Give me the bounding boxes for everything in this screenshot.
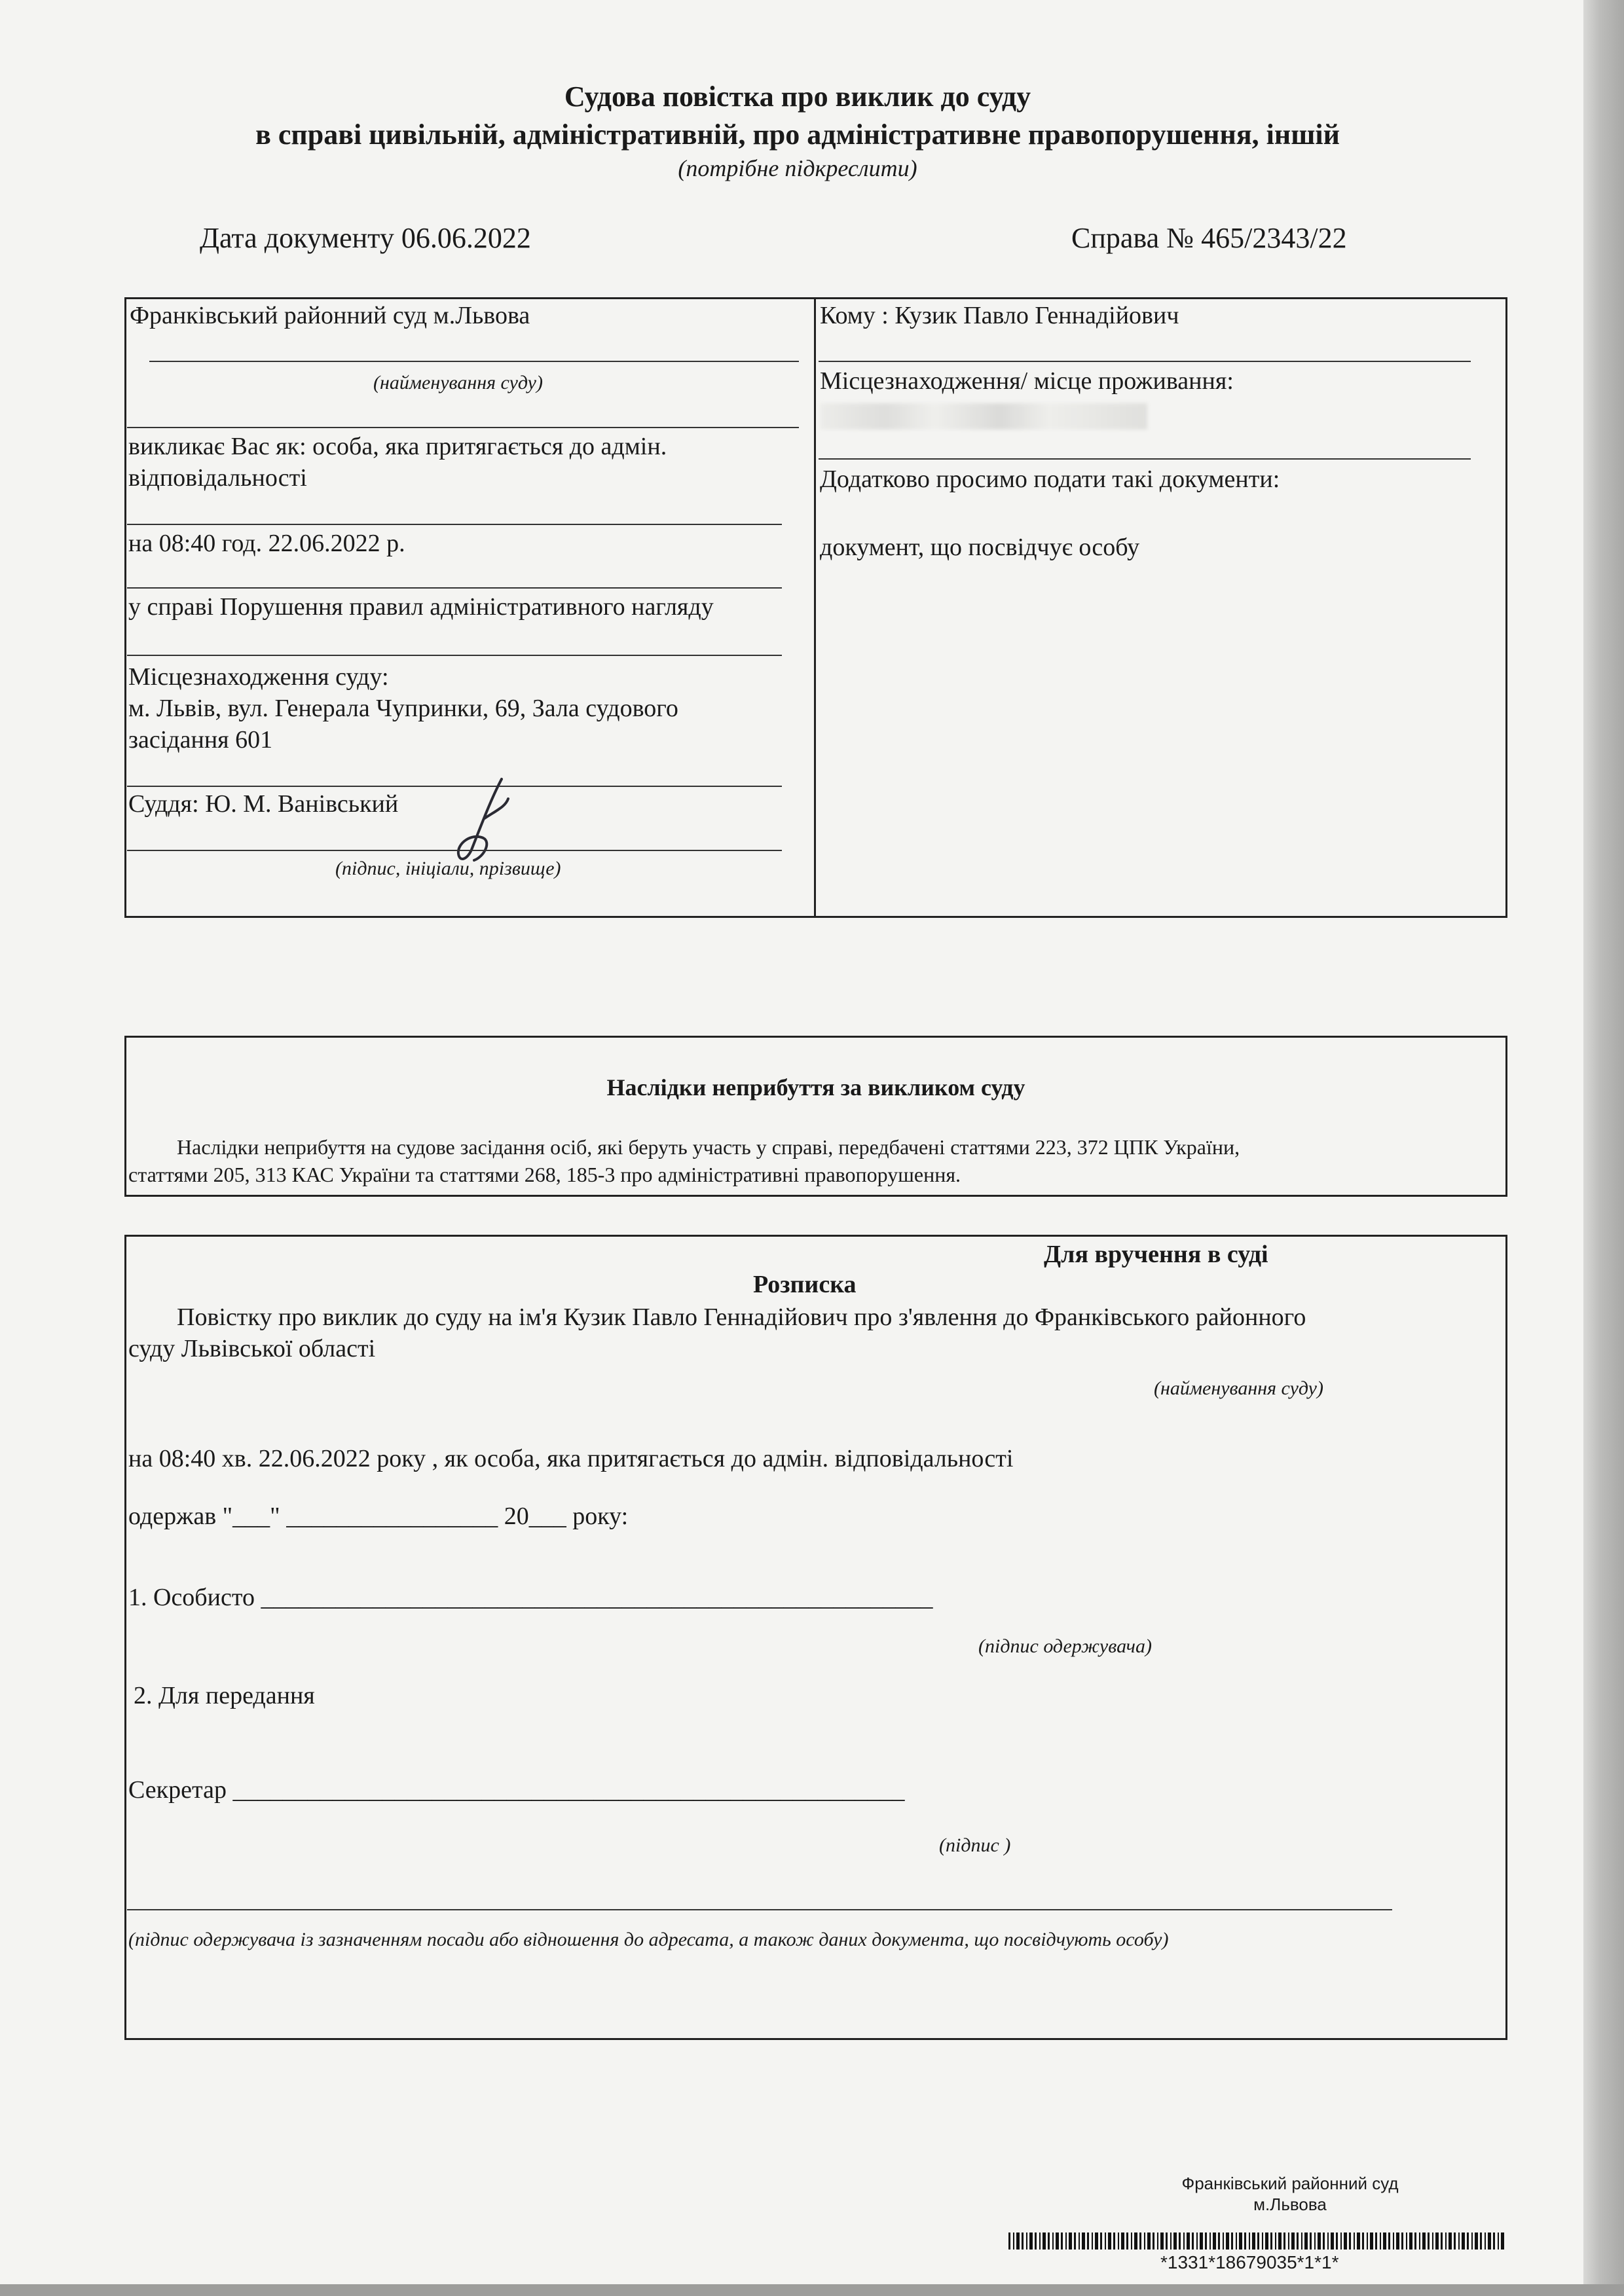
- residence-label: Місцезнаходження/ місце проживання:: [820, 367, 1234, 395]
- court-name-rule: [149, 361, 799, 362]
- barcode: [1008, 2232, 1506, 2250]
- addressee-rule: [819, 361, 1471, 362]
- receipt-text: Повістку про виклик до суду на ім'я Кузик Павло Геннадійович про з'явлення до Франківського районного: [177, 1303, 1306, 1331]
- addressee: Кому : Кузик Павло Геннадійович: [820, 302, 1179, 329]
- judge-name: Суддя: Ю. М. Ванівський: [128, 790, 399, 818]
- documents-label: Додатково просимо подати такі документи:: [820, 465, 1280, 493]
- summons-divider: [814, 297, 816, 918]
- scan-edge-shadow: [1583, 0, 1624, 2296]
- court-name-caption: (найменування суду): [373, 372, 543, 393]
- recipient-details-rule: [127, 1909, 1392, 1910]
- judge-signature: [445, 773, 517, 871]
- personally-line: 1. Особисто ______________________________________________________: [128, 1584, 933, 1611]
- section-rule: [127, 655, 782, 656]
- document-subtitle: в справі цивільній, адміністративній, про адміністративне правопорушення, іншій: [255, 118, 1340, 151]
- for-transfer-label: 2. Для передання: [134, 1682, 315, 1709]
- court-address: м. Львів, вул. Генерала Чупринки, 69, Зала судового: [128, 695, 678, 722]
- recipient-sign-caption: (підпис одержувача): [978, 1635, 1152, 1657]
- consequences-text-cont: статтями 205, 313 КАС України та статтями 268, 185-3 про адміністративні правопорушення.: [128, 1163, 961, 1186]
- signature-caption: (підпис, ініціали, прізвище): [335, 858, 561, 879]
- receipt-court-caption: (найменування суду): [1154, 1377, 1323, 1399]
- hearing-time: на 08:40 год. 22.06.2022 р.: [128, 530, 405, 557]
- underline-note: (потрібне підкреслити): [678, 155, 917, 181]
- summons-role: викликає Вас як: особа, яка притягається до адмін.: [128, 433, 667, 460]
- document-date: Дата документу 06.06.2022: [200, 222, 531, 254]
- court-location-label: Місцезнаходження суду:: [128, 663, 389, 691]
- scan-bottom-edge: [0, 2284, 1624, 2296]
- receipt-text-cont: суду Львівської області: [128, 1335, 376, 1362]
- section-rule: [127, 587, 782, 589]
- secretary-line: Секретар ______________________________________________________: [128, 1776, 905, 1804]
- residence-rule: [819, 458, 1471, 460]
- received-date-line: одержав "___" _________________ 20___ року:: [128, 1503, 629, 1530]
- court-name: Франківський районний суд м.Львова: [130, 302, 530, 329]
- footer-org-name: Франківський районний суд: [1181, 2174, 1399, 2193]
- court-room: засідання 601: [128, 726, 273, 754]
- barcode-number: *1331*18679035*1*1*: [1160, 2252, 1339, 2272]
- consequences-title: Наслідки неприбуття за викликом суду: [606, 1074, 1025, 1101]
- document-title: Судова повістка про виклик до суду: [564, 81, 1031, 113]
- redacted-address: [820, 403, 1147, 429]
- case-subject: у справі Порушення правил адміністративного нагляду: [128, 593, 714, 621]
- section-rule: [127, 427, 799, 428]
- required-document: документ, що посвідчує особу: [820, 534, 1140, 561]
- case-number: Справа № 465/2343/22: [1071, 222, 1347, 254]
- court-delivery-label: Для вручення в суді: [1044, 1241, 1268, 1268]
- section-rule: [127, 524, 782, 525]
- signature-rule: [127, 850, 782, 851]
- recipient-details-caption: (підпис одержувача із зазначенням посади або відношення до адресата, а також даних документа, що посвідчують особу): [128, 1929, 1169, 1950]
- summons-role-cont: відповідальності: [128, 464, 307, 492]
- footer-org-city: м.Львова: [1253, 2195, 1327, 2214]
- secretary-sign-caption: (підпис ): [939, 1834, 1011, 1856]
- receipt-time-line: на 08:40 хв. 22.06.2022 року , як особа, яка притягається до адмін. відповідальності: [128, 1445, 1014, 1472]
- receipt-title: Розписка: [753, 1271, 857, 1298]
- consequences-text: Наслідки неприбуття на судове засідання осіб, які беруть участь у справі, передбачені статтями 223, 372 ЦПК України,: [177, 1135, 1240, 1159]
